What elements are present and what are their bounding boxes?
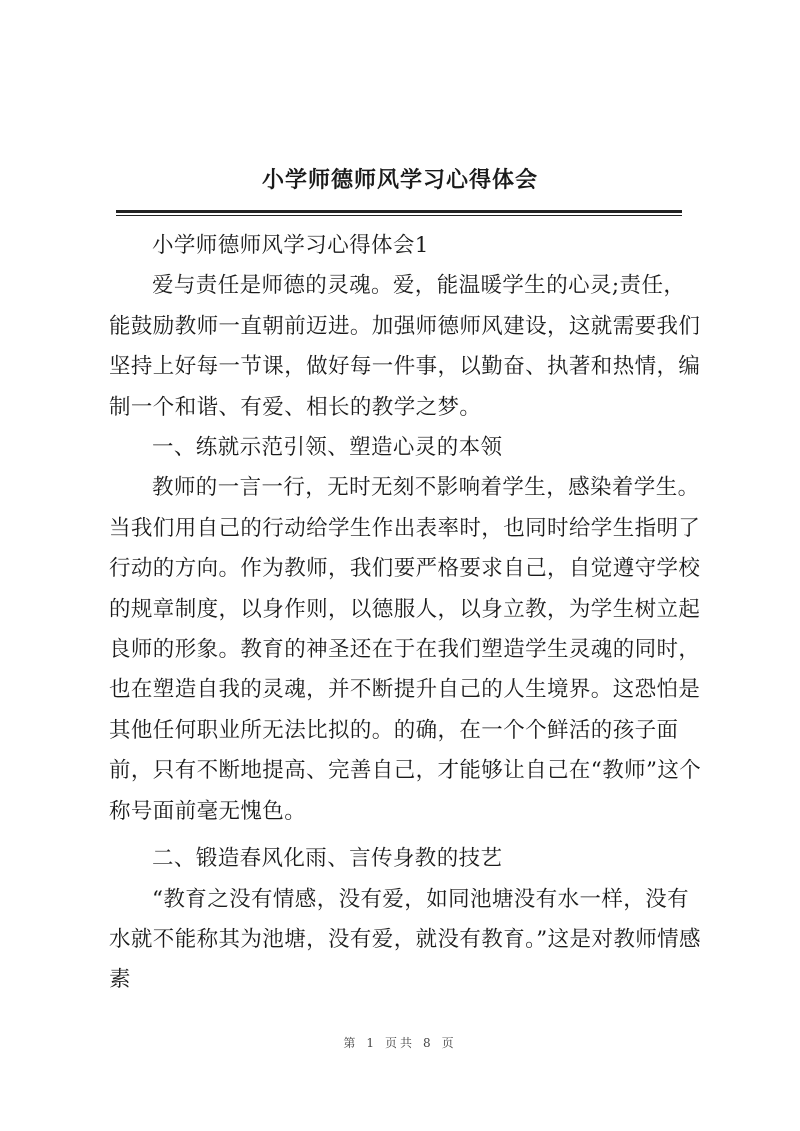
subsection-heading: 一、练就示范引领、塑造心灵的本领 — [152, 435, 503, 461]
document-body — [109, 226, 707, 1001]
page-number: 1 — [366, 1036, 377, 1050]
paragraph: 爱与责任是师德的灵魂。爱，能温暖学生的心灵;责任，能鼓励教师一直朝前迈进。加强师德师风建设，这就需要我们坚持上好每一节课，做好每一件事，以勤奋、执著和热情，编制一个和谐、有爱、相长的教学之梦。 — [109, 273, 701, 420]
title-rule-thin — [116, 215, 682, 216]
section-heading: 小学师德师风学习心得体会1 — [152, 233, 429, 258]
document-title: 小学师德师风学习心得体会 — [261, 167, 538, 193]
total-pages: 8 — [423, 1036, 434, 1050]
page-label: 第 — [343, 1036, 359, 1050]
paragraph: “教育之没有情感，没有爱，如同池塘没有水一样，没有水就不能称其为池塘，没有爱，就没有教育。”这是对教师情感素 — [109, 886, 701, 993]
paragraph: 教师的一言一行，无时无刻不影响着学生，感染着学生。当我们用自己的行动给学生作出表率时，也同时给学生指明了行动的方向。作为教师，我们要严格要求自己，自觉遵守学校的规章制度，以身作则，以德服人，以身立教，为学生树立起良师的形象。教育的神圣还在于在我们塑造学生灵魂的同时，也在塑造自我的灵魂，并不断提升自己的人生境界。这恐怕是其他任何职业所无法比拟的。的确，在一个个鲜活的孩子面前，只有不断地提高、完善自己，才能够让自己在“教师”这个称号面前毫无愧色。 — [109, 475, 702, 824]
total-label: 页共 — [384, 1036, 415, 1050]
subsection-heading: 二、锻造春风化雨、言传身教的技艺 — [152, 846, 503, 872]
page-suffix: 页 — [441, 1036, 457, 1050]
page-footer — [0, 1034, 800, 1051]
title-rule-thick — [116, 210, 682, 213]
